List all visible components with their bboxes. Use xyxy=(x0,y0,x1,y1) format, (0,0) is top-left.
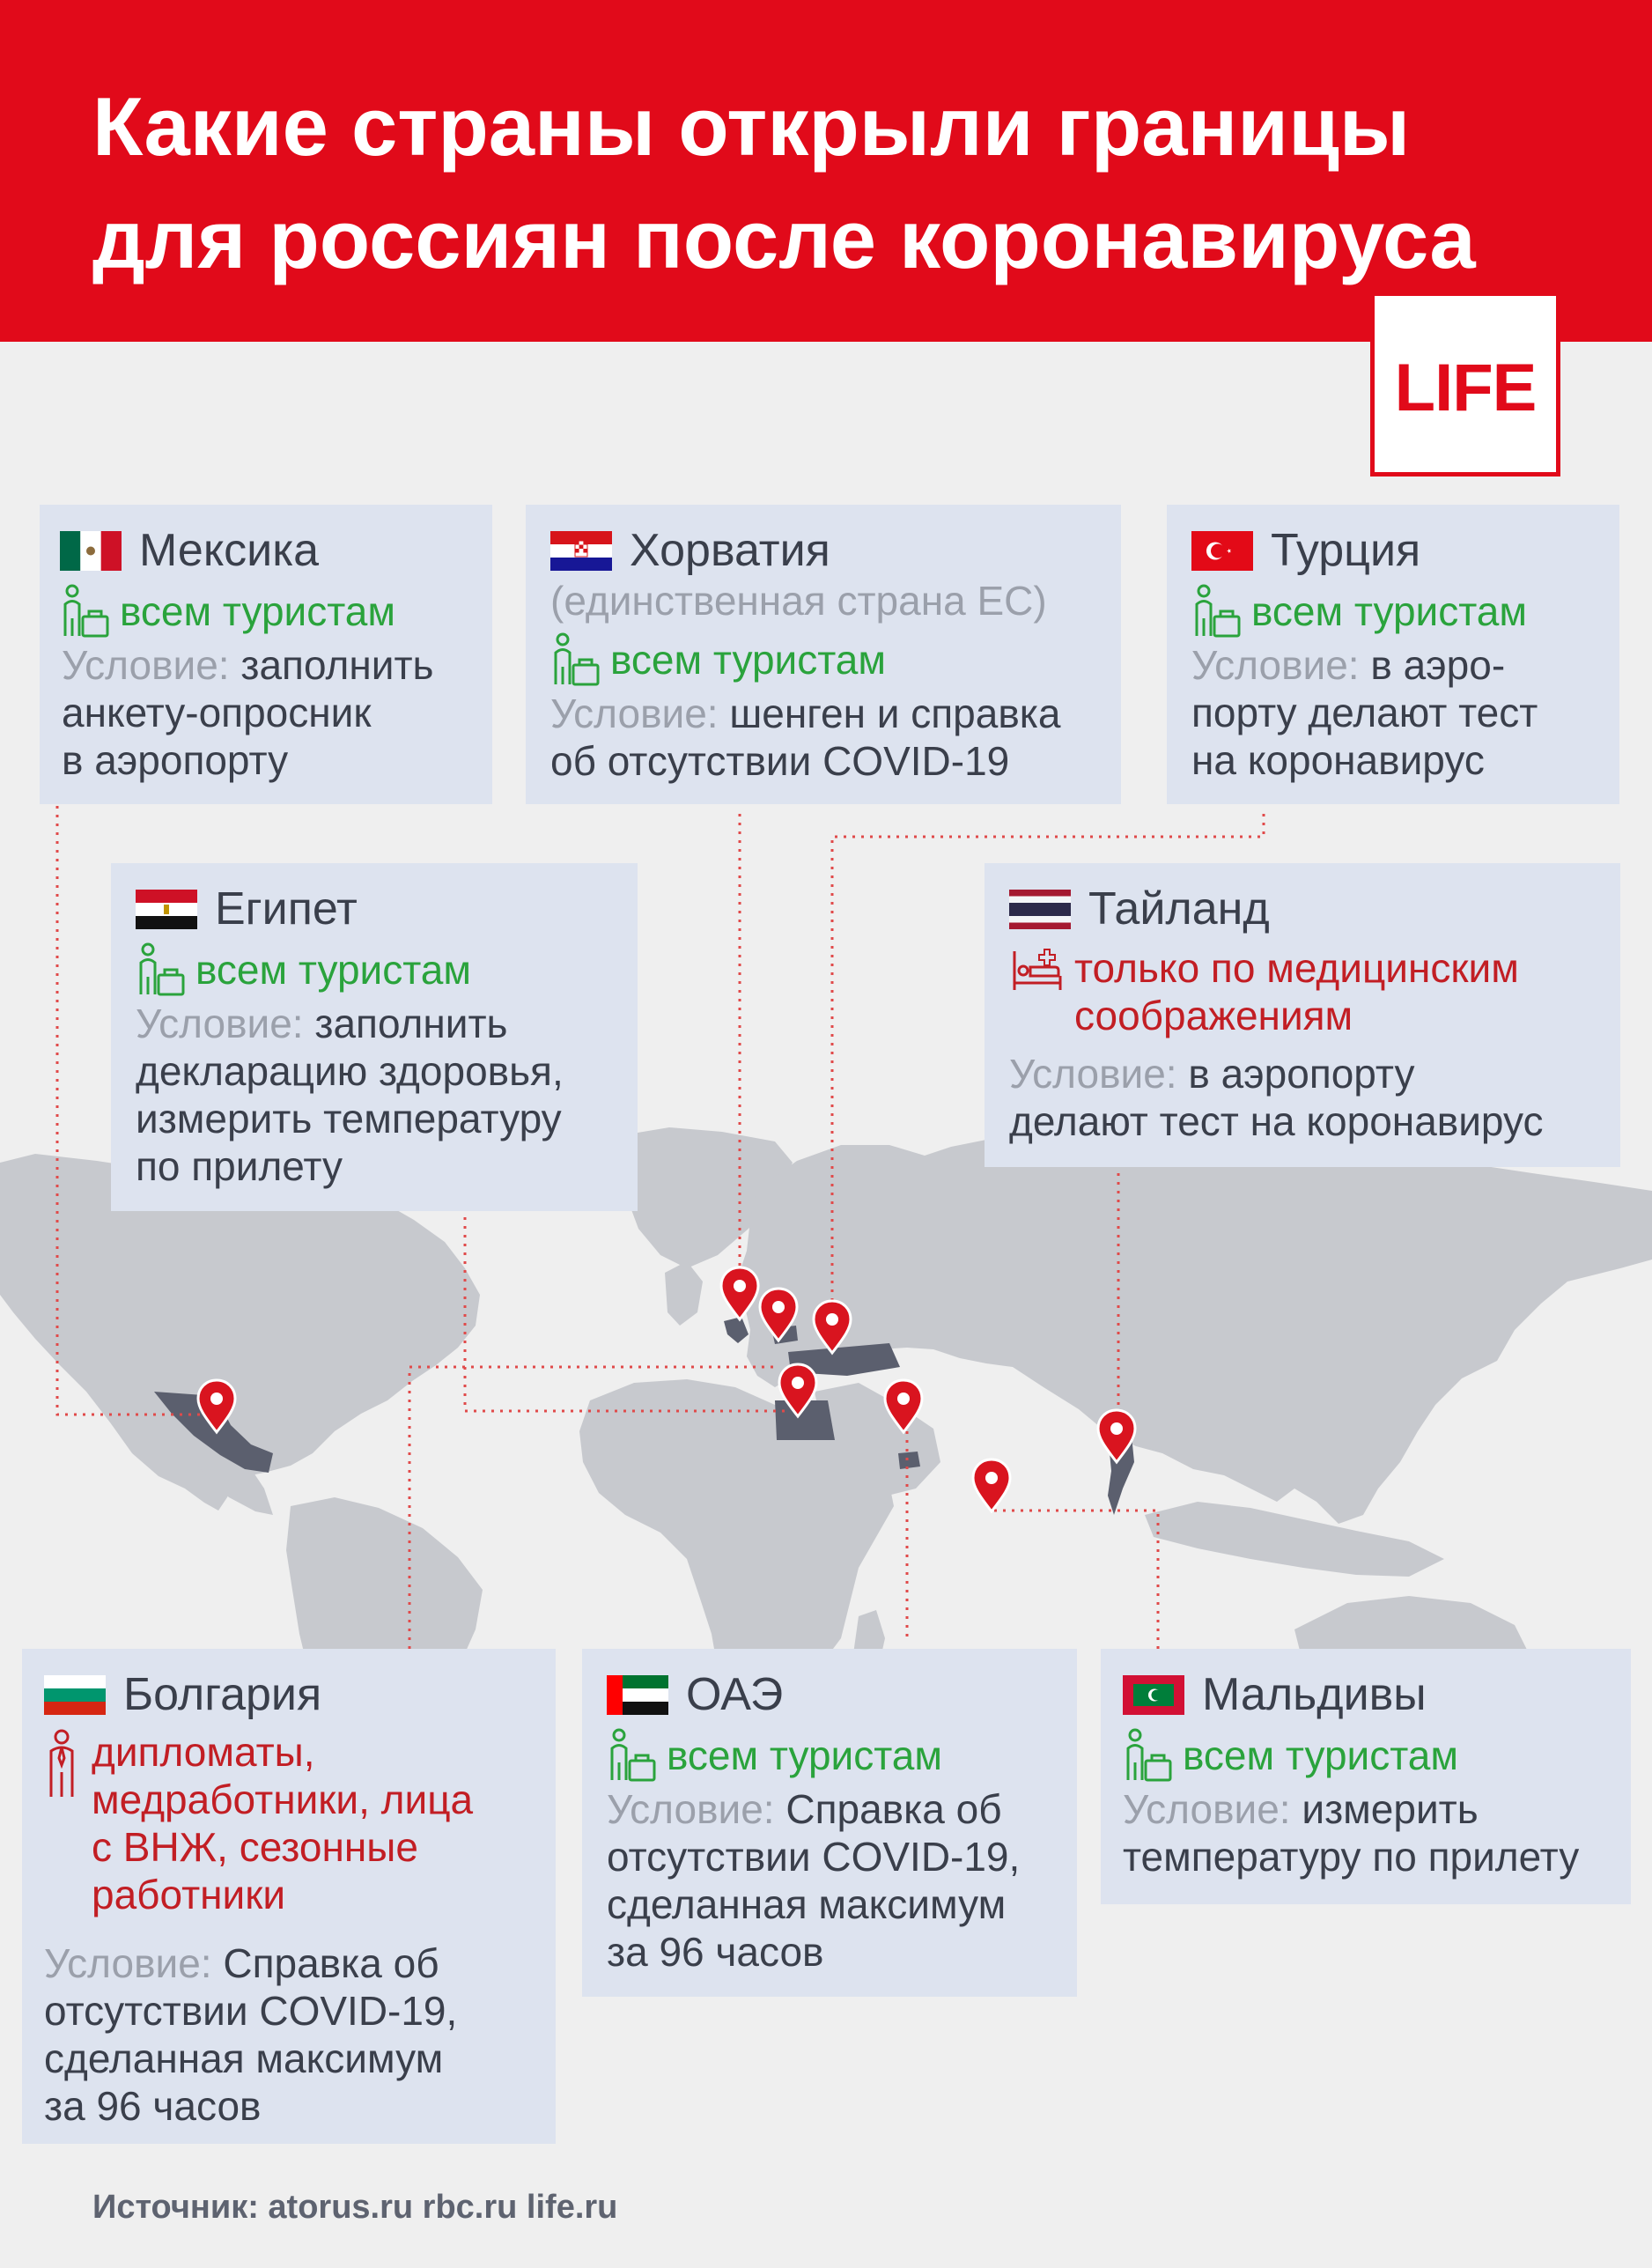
country-header xyxy=(1123,1668,1427,1721)
access-row xyxy=(1191,583,1527,639)
condition-line: измерить xyxy=(1302,1786,1479,1832)
country-name: Мальдивы xyxy=(1202,1669,1427,1720)
title-line: для россиян после коронавируса xyxy=(92,193,1476,285)
condition-text xyxy=(62,641,434,784)
condition-line: делают тест на коронавирус xyxy=(1009,1098,1544,1144)
access-row xyxy=(1009,944,1519,1039)
access-line: соображениям xyxy=(1074,993,1353,1038)
access-text xyxy=(1074,944,1519,1039)
tourist-icon xyxy=(550,632,603,688)
marker-maldives xyxy=(973,1459,1010,1511)
maldives-flag-icon xyxy=(1123,1675,1184,1715)
condition-line: в аэро- xyxy=(1370,642,1506,688)
condition-line: температуру по прилету xyxy=(1123,1834,1580,1880)
access-text xyxy=(92,1728,473,1918)
condition-line: анкету-опросник xyxy=(62,690,372,735)
condition-line: измерить температуру xyxy=(136,1096,562,1141)
tourist-icon xyxy=(1191,583,1244,639)
access-row xyxy=(60,583,395,639)
condition-line: заполнить xyxy=(240,642,434,688)
condition-line: сделанная максимум xyxy=(44,2035,444,2081)
condition-line: за 96 часов xyxy=(44,2083,262,2129)
hospital-bed-icon xyxy=(1009,944,1066,1001)
condition-line: в аэропорту xyxy=(62,737,289,783)
uk-land xyxy=(665,1261,703,1326)
access-line: только по медицинским xyxy=(1074,945,1519,991)
croatia-note xyxy=(550,577,1047,624)
uae-flag-icon xyxy=(607,1675,668,1715)
condition-line: об отсутствии COVID-19 xyxy=(550,738,1010,784)
country-header xyxy=(44,1668,321,1721)
country-name: Болгария xyxy=(123,1669,322,1720)
access-text: всем туристам xyxy=(120,588,396,634)
card-turkey xyxy=(1167,505,1619,804)
access-text: всем туристам xyxy=(1251,588,1528,634)
access-text: всем туристам xyxy=(667,1732,943,1778)
condition-label: Условие: xyxy=(44,1940,212,1986)
country-name: Мексика xyxy=(139,525,320,576)
condition-line: декларацию здоровья, xyxy=(136,1048,564,1094)
condition-line: отсутствии COVID-19, xyxy=(44,1988,458,2034)
country-name: Турция xyxy=(1271,525,1421,576)
condition-line: за 96 часов xyxy=(607,1929,824,1975)
egypt-flag-icon xyxy=(136,890,197,929)
condition-line: в аэропорту xyxy=(1188,1051,1415,1097)
access-row xyxy=(44,1728,473,1918)
country-header xyxy=(136,883,358,935)
country-name: Тайланд xyxy=(1088,883,1270,935)
logo-text: LIFE xyxy=(1394,351,1537,425)
condition-line: порту делают тест xyxy=(1191,690,1538,735)
croatia-shape xyxy=(724,1317,749,1343)
condition-text xyxy=(44,1939,457,2130)
condition-label: Условие: xyxy=(62,642,230,688)
note-text: (единственная страна ЕС) xyxy=(550,578,1047,624)
title-line: Какие страны открыли границы xyxy=(92,80,1411,173)
bulgaria-flag-icon xyxy=(44,1675,106,1715)
tourist-icon xyxy=(60,583,113,639)
card-thailand xyxy=(985,863,1620,1167)
condition-line: заполнить xyxy=(314,1001,508,1046)
life-logo xyxy=(1370,292,1560,477)
tourist-icon xyxy=(607,1727,660,1784)
country-header xyxy=(1009,883,1270,935)
country-name: Хорватия xyxy=(630,525,830,576)
condition-line: Справка об xyxy=(223,1940,439,1986)
source-text: Источник: atorus.ru rbc.ru life.ru xyxy=(92,2189,618,2226)
condition-line: на коронавирус xyxy=(1191,737,1485,783)
card-croatia xyxy=(526,505,1121,804)
indonesia-land xyxy=(1145,1502,1444,1577)
card-mexico xyxy=(40,505,492,804)
country-name: ОАЭ xyxy=(686,1669,784,1720)
condition-text xyxy=(1009,1050,1543,1145)
condition-line: отсутствии COVID-19, xyxy=(607,1834,1021,1880)
turkey-flag-icon xyxy=(1191,531,1253,571)
access-row xyxy=(607,1727,942,1784)
condition-label: Условие: xyxy=(550,691,719,736)
access-row xyxy=(550,632,886,688)
country-header xyxy=(60,524,319,577)
access-line: медработники, лица xyxy=(92,1777,474,1822)
croatia-flag-icon xyxy=(550,531,612,571)
access-row xyxy=(136,942,471,998)
condition-text xyxy=(607,1785,1020,1976)
uae-shape xyxy=(898,1452,920,1469)
country-header xyxy=(607,1668,783,1721)
thailand-flag-icon xyxy=(1009,890,1071,929)
condition-line: Справка об xyxy=(785,1786,1002,1832)
condition-text xyxy=(1191,641,1538,784)
condition-line: сделанная максимум xyxy=(607,1881,1007,1927)
card-bulgaria xyxy=(22,1649,556,2144)
condition-label: Условие: xyxy=(136,1001,304,1046)
access-text: всем туристам xyxy=(610,637,887,683)
access-line: дипломаты, xyxy=(92,1729,315,1775)
country-header xyxy=(550,524,830,577)
card-maldives xyxy=(1101,1649,1631,1904)
condition-line: по прилету xyxy=(136,1143,343,1189)
card-uae xyxy=(582,1649,1077,1997)
access-line: работники xyxy=(92,1872,286,1917)
access-line: с ВНЖ, сезонные xyxy=(92,1824,418,1870)
condition-text xyxy=(136,1000,564,1190)
access-text: всем туристам xyxy=(195,947,472,993)
access-text: всем туристам xyxy=(1183,1732,1459,1778)
country-name: Египет xyxy=(215,883,358,935)
condition-label: Условие: xyxy=(607,1786,775,1832)
card-egypt xyxy=(111,863,638,1211)
official-person-icon xyxy=(44,1728,79,1799)
connector-maldives xyxy=(992,1511,1158,1649)
mexico-flag-icon xyxy=(60,531,122,571)
condition-text xyxy=(550,690,1061,785)
condition-line: шенген и справка xyxy=(729,691,1061,736)
condition-label: Условие: xyxy=(1123,1786,1291,1832)
access-row xyxy=(1123,1727,1458,1784)
tourist-icon xyxy=(1123,1727,1176,1784)
country-header xyxy=(1191,524,1420,577)
condition-text xyxy=(1123,1785,1579,1880)
condition-label: Условие: xyxy=(1191,642,1360,688)
condition-label: Условие: xyxy=(1009,1051,1177,1097)
tourist-icon xyxy=(136,942,188,998)
